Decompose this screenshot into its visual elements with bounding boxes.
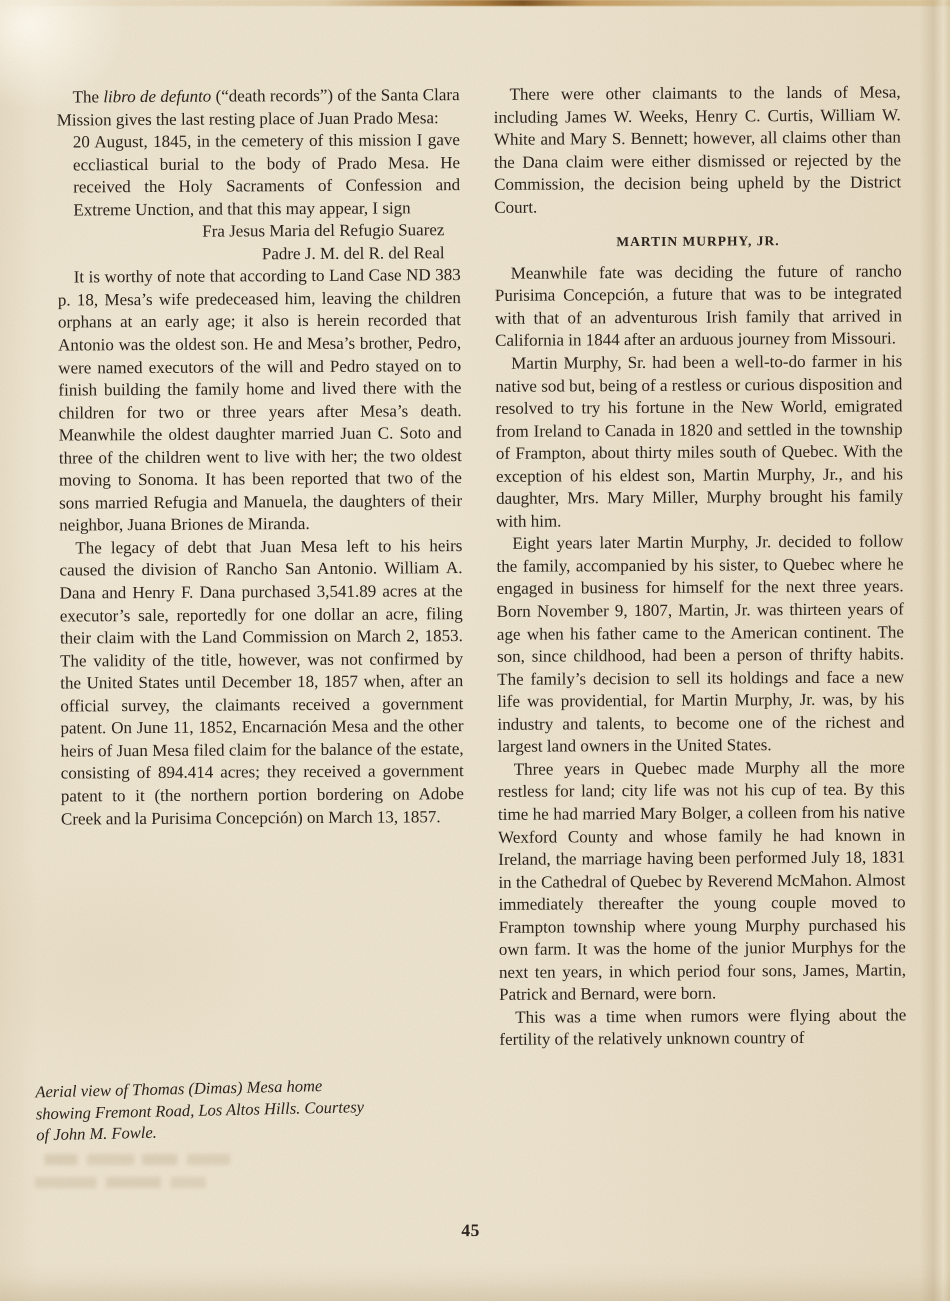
paragraph: The libro de defunto (“death records”) of the Santa Clara Mission gives the last resting place of Juan Prado Mesa: <box>56 85 460 130</box>
signature-line: Padre J. M. del R. del Real <box>261 243 445 264</box>
signature-line: Fra Jesus Maria del Refugio Suarez <box>202 220 445 241</box>
section-heading: MARTIN MURPHY, JR. <box>616 233 780 250</box>
paragraph: Eight years later Martin Murphy, Jr. decided to follow the family, accompanied by his sister, to Quebec where he engaged in business for himself for the next three years. Born November 9, 1807, Martin, Jr. was thirteen years of age when his father came to the American continent. The son, since childhood, had been a person of thrifty habits. The family’s decision to sell its holdings and face a new life was providential, for Martin Murphy, Jr. was, by his industry and talents, to become one of the richest and largest land owners in the United States. <box>496 531 905 757</box>
paragraph: This was a time when rumors were flying about the fertility of the relatively unknown country of <box>499 1005 907 1050</box>
paragraph: The legacy of debt that Juan Mesa left to his heirs caused the division of Rancho San Antonio. William A. Dana and Henry F. Dana purchased 3,541.89 acres at the executor’s sale, reportedly for one dollar an acre, filing their claim with the Land Commission on March 2, 1853. The validity of the title, however, was not confirmed by the United States until December 18, 1857 when, after an official survey, the claimants received a government patent. On June 11, 1852, Encarnación Mesa and the other heirs of Juan Mesa filed claim for the balance of the estate, consisting of 894.414 acres; they received a government patent to it (the northern portion bordering on Adobe Creek and la Purisima Concepción) on March 13, 1857. <box>59 536 464 829</box>
paragraph: It is worthy of note that according to Land Case ND 383 p. 18, Mesa’s wife predeceased him, leaving the children orphans at an early age; it also is herein recorded that Antonio was the oldest son. He and Mesa’s brother, Pedro, were named executors of the will and Pedro stayed on to finish building the family home and lived there with the children for two or three years after Mesa’s death. Meanwhile the oldest daughter married Juan C. Soto and three of the children went to live with her; the two oldest moving to Sonoma. It has been reported that two of the sons married Refugia and Manuela, the daughters of their neighbor, Juana Briones de Miranda. <box>57 265 463 535</box>
burial-record-quote: 20 August, 1845, in the cemetery of this mission I gave eccliastical burial to the body of Prado Mesa. He received the Holy Sacraments of Confession and Extreme Unction, and that this may appear, I sign <box>72 130 461 220</box>
right-column <box>494 81 907 1051</box>
paragraph: There were other claimants to the lands of Mesa, including James W. Weeks, Henry C. Curtis, William W. White and Mary S. Bennett; however, all claims other than the Dana claim were either dismissed or rejected by the Commission, the decision being upheld by the District Court. <box>493 82 902 217</box>
paragraph: Three years in Quebec made Murphy all the more restless for land; city life was not his cup of tea. By this time he had married Mary Bolger, a colleen from his native Wexford County and whose family he had known in Ireland, the marriage having been performed July 18, 1831 in the Cathedral of Quebec by Reverend McMahon. Almost immediately thereafter the young couple moved to Frampton township where young Murphy purchased his own farm. It was the home of the junior Murphys for the next ten years, in which period four sons, James, Martin, Patrick and Bernard, were born. <box>497 757 907 1005</box>
paragraph: Meanwhile fate was deciding the future of rancho Purisima Concepción, a future that was to be integrated with that of an adventurous Irish family that arrived in California in 1844 after an arduous journey from Missouri. <box>494 261 903 351</box>
left-column <box>57 84 465 830</box>
photo-caption: Aerial view of Thomas (Dimas) Mesa home showing Fremont Road, Los Altos Hills. Courtesy of John M. Fowle. <box>35 1076 365 1145</box>
paragraph: Martin Murphy, Sr. had been a well-to-do farmer in his native sod but, being of a restless or curious disposition and resolved to try his fortune in the New World, emigrated from Ireland to Canada in 1820 and settled in the township of Frampton, about thirty miles south of Quebec. With the exception of his eldest son, Martin Murphy, Jr., and his daughter, Mrs. Mary Miller, Murphy brought his family with him. <box>495 351 904 531</box>
page-number: 45 <box>461 1219 480 1241</box>
